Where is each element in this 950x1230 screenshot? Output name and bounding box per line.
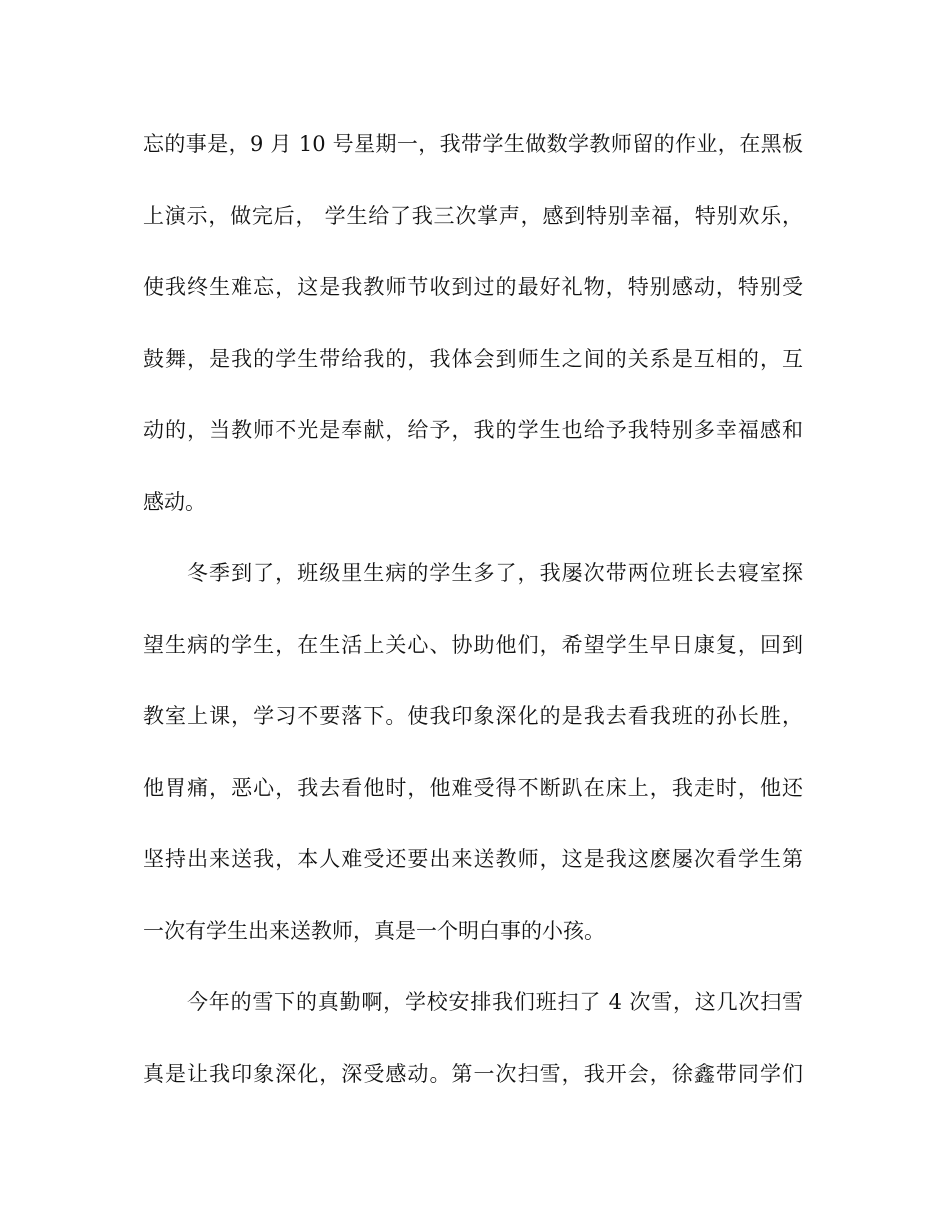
paragraph-3-line-2: 真是让我印象深化，深受感动。第一次扫雪，我开会，徐鑫带同学们 [143,1061,803,1086]
paragraph-1-line-4: 鼓舞，是我的学生带给我的，我体会到师生之间的关系是互相的，互 [143,346,803,371]
paragraph-1-line-1: 忘的事是，9 月 10 号星期一，我带学生做数学教师留的作业，在黑板 [143,132,803,156]
paragraph-2-line-2: 望生病的学生，在生活上关心、协助他们，希望学生早日康复，回到 [143,632,803,657]
paragraph-1-line-2: 上演示，做完后， 学生给了我三次掌声，感到特别幸福，特别欢乐， [143,203,803,228]
paragraph-2-line-4: 他胃痛，恶心，我去看他时，他难受得不断趴在床上，我走时，他还 [143,775,803,800]
paragraph-3-line-1: 今年的雪下的真勤啊，学校安排我们班扫了 4 次雪，这几次扫雪 [187,990,803,1014]
paragraph-2-line-6: 一次有学生出来送教师，真是一个明白事的小孩。 [143,918,605,943]
paragraph-1-line-3: 使我终生难忘，这是我教师节收到过的最好礼物，特别感动，特别受 [143,275,803,299]
paragraph-1-line-5: 动的，当教师不光是奉献，给予，我的学生也给予我特别多幸福感和 [143,418,803,442]
paragraph-2-line-1: 冬季到了，班级里生病的学生多了，我屡次带两位班长去寝室探 [187,561,803,585]
paragraph-1-line-6: 感动。 [143,489,206,514]
paragraph-2-line-5: 坚持出来送我，本人难受还要出来送教师，这是我这麽屡次看学生第 [143,847,803,871]
document-body [143,120,803,1121]
paragraph-2-line-3: 教室上课，学习不要落下。使我印象深化的是我去看我班的孙长胜， [143,704,803,728]
